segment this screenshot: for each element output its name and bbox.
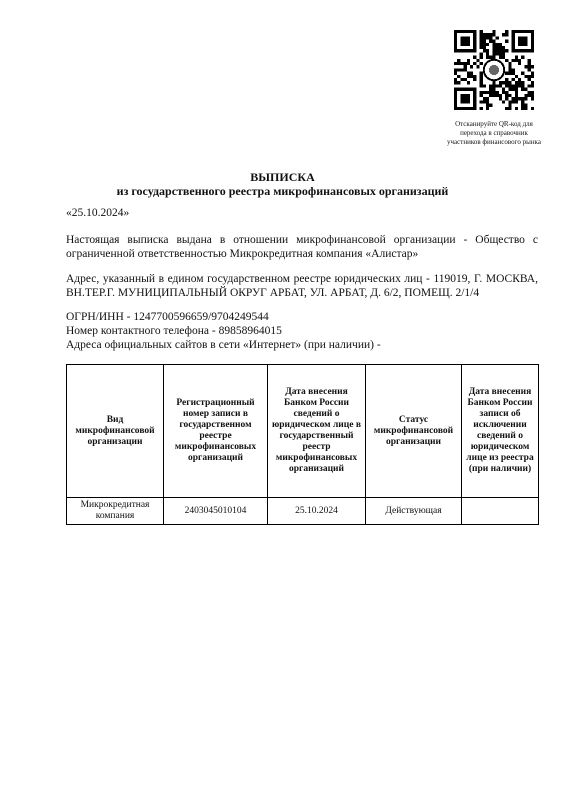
header-status: Статус микрофинансовой организации: [366, 365, 462, 498]
header-org-type: Вид микрофинансовой организации: [67, 365, 164, 498]
qr-caption: Отсканируйте QR-код для перехода в справочник участников финансового рынка: [447, 120, 541, 146]
table-header-row: [67, 365, 539, 498]
cell-inclusion-date: 25.10.2024: [268, 498, 366, 525]
cell-exclusion-date: [462, 498, 539, 525]
document-date: «25.10.2024»: [66, 207, 130, 219]
table-row: [67, 498, 539, 525]
official-websites: Адреса официальных сайтов в сети «Интернет» (при наличии) -: [66, 339, 381, 351]
registry-table: [66, 364, 539, 525]
document-subtitle: из государственного реестра микрофинансовых организаций: [116, 184, 449, 198]
header-inclusion-date: Дата внесения Банком России сведений о юридическом лице в государственный реестр микрофинансовых организаций: [268, 365, 366, 498]
address-paragraph: Адрес, указанный в едином государственном реестре юридических лиц - 119019, Г. МОСКВА, ВН.ТЕР.Г. МУНИЦИПАЛЬНЫЙ ОКРУГ АРБАТ, УЛ. АРБАТ, Д. 6/2, ПОМЕЩ. 2/1/4: [66, 273, 538, 299]
contact-phone: Номер контактного телефона - 89858964015: [66, 325, 282, 337]
cell-registration-number: 2403045010104: [164, 498, 268, 525]
cell-status: Действующая: [366, 498, 462, 525]
header-registration-number: Регистрационный номер записи в государственном реестре микрофинансовых организаций: [164, 365, 268, 498]
cell-org-type: Микрокредитная компания: [67, 498, 164, 525]
qr-code-icon[interactable]: [454, 30, 534, 110]
ogrn-inn: ОГРН/ИНН - 1247700596659/9704249544: [66, 311, 269, 323]
document-title: ВЫПИСКА: [250, 170, 315, 184]
header-exclusion-date: Дата внесения Банком России записи об исключении сведений о юридическом лице из реестра (при наличии): [462, 365, 539, 498]
intro-paragraph: Настоящая выписка выдана в отношении микрофинансовой организации - Общество с ограниченной ответственностью Микрокредитная компания «Алистар»: [66, 234, 538, 260]
